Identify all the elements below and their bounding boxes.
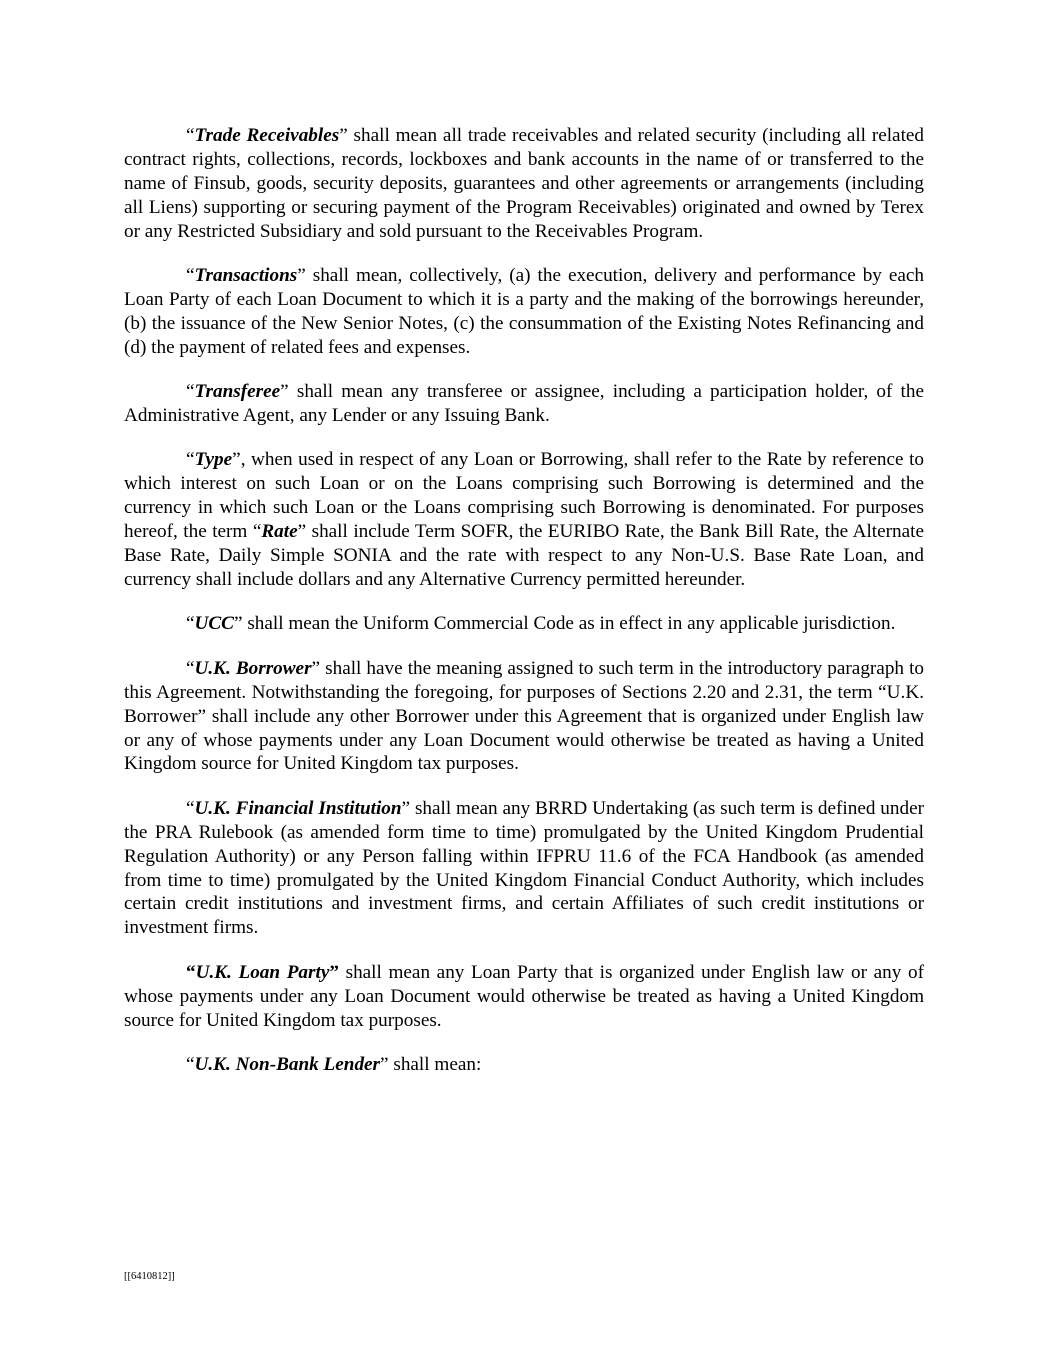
definition-trade-receivables — [124, 124, 924, 244]
definition-ucc — [124, 612, 924, 636]
definition-uk-non-bank-lender — [124, 1053, 924, 1077]
document-page — [124, 124, 924, 1097]
open-quote: “ — [186, 657, 195, 679]
definition-body: shall mean all trade receivables and related security (including all related contract rights, collections, records, lockboxes and bank accounts in the name of or transferred to the name of Finsub, goods, security deposits, guarantees and other agreements or arrangements (including all Liens) supporting or securing payment of the Program Receivables) originated and owned by Terex or any Restricted Subsidiary and sold pursuant to the Receivables Program. — [124, 125, 925, 242]
close-quote: ” — [232, 449, 241, 471]
defined-term: U.K. Financial Institution — [194, 797, 402, 819]
close-quote: ” — [329, 961, 339, 983]
definition-body: , when used in respect of any Loan or Borrowing, shall refer to the Rate by reference to which interest on such Loan or on the Loans comprising such Borrowing is determined and the currency in which such Loan or the Loans comprising such Borrowing is denominated. For purposes hereof, the term “ — [124, 449, 924, 543]
defined-term: UCC — [194, 613, 234, 635]
close-quote: ” — [311, 657, 321, 679]
defined-term: Transactions — [194, 265, 298, 287]
open-quote: “ — [186, 797, 195, 819]
definition-uk-loan-party — [124, 961, 924, 1033]
close-quote: ” — [233, 613, 243, 635]
definition-body: shall mean the Uniform Commercial Code as in effect in any applicable jurisdiction. — [242, 613, 896, 635]
definition-transferee — [124, 380, 924, 428]
defined-term: U.K. Loan Party — [195, 961, 330, 983]
open-quote: “ — [186, 381, 195, 403]
close-quote: ” — [339, 125, 348, 146]
close-quote: ” — [297, 265, 306, 287]
definition-body: shall mean any Loan Party that is organized under English law or any of whose payments under any Loan Document would otherwise be treated as having a United Kingdom source for United Kingdom tax purposes. — [124, 961, 924, 1031]
open-quote: “ — [186, 125, 195, 146]
close-quote: ” — [280, 381, 289, 403]
defined-term: U.K. Borrower — [194, 657, 312, 679]
document-id-footer: [[6410812]] — [124, 1271, 175, 1282]
close-quote: ” — [401, 797, 411, 819]
open-quote: “ — [186, 613, 195, 635]
inner-defined-term: Rate — [261, 521, 298, 543]
open-quote: “ — [186, 449, 195, 471]
defined-term: Transferee — [194, 381, 281, 403]
definition-body-continued: ” shall include Term SOFR, the EURIBO Rate, the Bank Bill Rate, the Alternate Base Rate, Daily Simple SONIA and the rate with respect to any Non-U.S. Base Rate Loan, and currency shall include dollars and any Alternative Currency permitted hereunder. — [124, 521, 924, 590]
open-quote: “ — [186, 961, 196, 983]
definition-body: shall mean: — [388, 1054, 482, 1075]
defined-term: U.K. Non-Bank Lender — [194, 1054, 381, 1075]
open-quote: “ — [186, 265, 195, 287]
definition-uk-financial-institution — [124, 797, 924, 940]
definition-type — [124, 448, 924, 591]
definition-body: shall mean any transferee or assignee, including a participation holder, of the Administrative Agent, any Lender or any Issuing Bank. — [124, 381, 924, 427]
defined-term: Type — [194, 449, 233, 471]
definition-body: shall have the meaning assigned to such term in the introductory paragraph to this Agreement. Notwithstanding the foregoing, for purposes of Sections 2.20 and 2.31, the term “U.K. Borrower” shall include any other Borrower under this Agreement that is organized under English law or any of whose payments under any Loan Document would otherwise be treated as having a United Kingdom source for United Kingdom tax purposes. — [124, 657, 924, 775]
definition-uk-borrower — [124, 657, 924, 777]
open-quote: “ — [186, 1054, 195, 1075]
definition-body: shall mean, collectively, (a) the execution, delivery and performance by each Loan Party of each Loan Document to which it is a party and the making of the borrowings hereunder, (b) the issuance of the New Senior Notes, (c) the consummation of the Existing Notes Refinancing and (d) the payment of related fees and expenses. — [124, 265, 924, 358]
definition-transactions — [124, 264, 924, 360]
definition-body: shall mean any BRRD Undertaking (as such term is defined under the PRA Rulebook (as amended form time to time) promulgated by the United Kingdom Prudential Regulation Authority) or any Person falling within IFPRU 11.6 of the FCA Handbook (as amended from time to time) promulgated by the United Kingdom Financial Conduct Authority, which includes certain credit institutions and investment firms, and certain Affiliates of such credit institutions or investment firms. — [124, 797, 924, 939]
defined-term: Trade Receivables — [194, 125, 340, 146]
close-quote: ” — [380, 1054, 389, 1075]
